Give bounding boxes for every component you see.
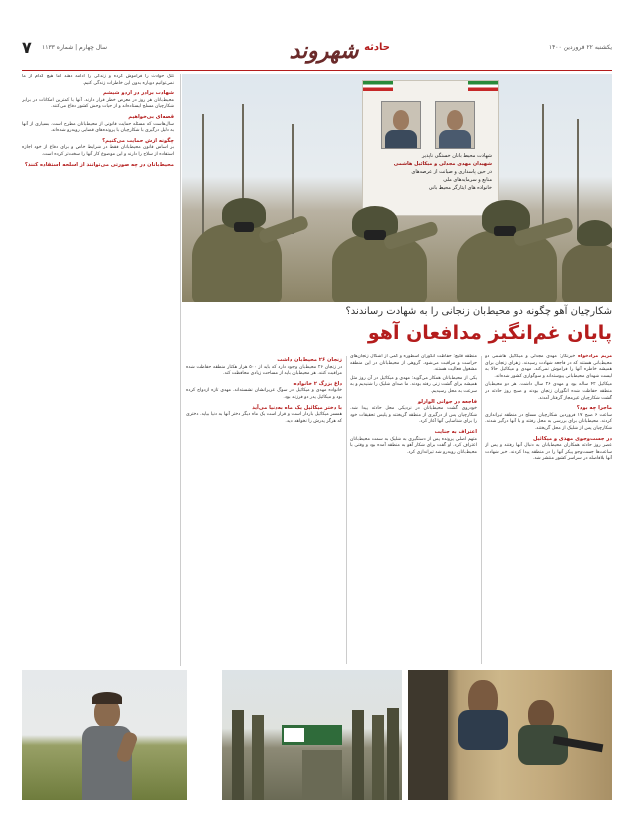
paragraph: تلک حوادث را فراموش کرده و زندگی را ادامه دهند اما هیچ کدام از ما نمی‌توانیم دوباره بدون این خاطرات زندگی کنیم. bbox=[22, 74, 174, 86]
newspaper-logo bbox=[264, 38, 390, 68]
section-name: حادثه bbox=[364, 42, 390, 53]
main-photo bbox=[182, 74, 612, 302]
banner-line: خانواده های ایثارگر محیط بانی bbox=[428, 185, 492, 191]
text-column-3 bbox=[186, 354, 342, 666]
banner-line: منابع و سرمایه‌های ملی bbox=[443, 177, 492, 183]
issue-info: سال چهارم | شماره ۱۱۳۳ bbox=[42, 44, 108, 51]
subhead: با دختر میکائیل یک ماه به‌دنیا می‌آید bbox=[252, 404, 342, 411]
portrait-left bbox=[381, 101, 421, 149]
memorial-banner bbox=[362, 80, 499, 216]
subhead: شهادت برادر در اردو شیشم bbox=[102, 90, 174, 97]
header-rule bbox=[22, 70, 612, 71]
paragraph: در زنجان ۲۶ محیط‌بان وجود دارد که باید از ۵۰۰ هزار هکتار منطقه حفاظت شده مراقبت کنند. هر محیط‌بان باید از مساحت زیادی محافظت کند. bbox=[186, 364, 342, 377]
subhead: محیط‌بانان در چه صورتی می‌توانند از اسلحه استفاده کنند؟ bbox=[24, 161, 174, 168]
photo-investigation bbox=[408, 670, 612, 800]
issue-date: یکشنبه ۲۲ فروردین ۱۴۰۰ bbox=[548, 44, 612, 51]
text-column-4 bbox=[22, 74, 174, 666]
subhead: داغ بزرگ ۲ خانواده bbox=[293, 380, 342, 387]
paragraph: یکی از محیط‌بانان همکار می‌گوید: مهدی و میکائیل در آن روز مثل همیشه برای گشت زنی رفته بودند. ما صدای شلیک را شنیدیم و به سرعت به محل رسیدیم. bbox=[350, 375, 477, 394]
paragraph: ساعت ۶ صبح ۱۷ فروردین شکارچیان مسلح در منطقه تیراندازی کردند. محیط‌بانان برای بررسی به محل رفتند و با آنها درگیر شدند. شکارچیان پس از شلیک از محل گریختند. bbox=[485, 412, 612, 431]
paragraph: متهم اصلی پرونده پس از دستگیری به شلیک به سمت محیط‌بانان اعتراف کرد. او گفت برای شکار آهو به منطقه آمده بود و وقتی با محیط‌بانان روبه‌رو شد تیراندازی کرد. bbox=[350, 436, 477, 455]
article-subtitle: شکارچیان آهو چگونه دو محیط‌بان زنجانی را به شهادت رساندند؟ bbox=[345, 306, 612, 317]
text-column-2 bbox=[350, 354, 477, 666]
paragraph: بر اساس قانون محیط‌بانان فقط در شرایط خاص و برای دفاع از خود اجازه استفاده از سلاح را دارند و این موضوع کار آنها را سخت‌تر کرده است. bbox=[22, 145, 174, 157]
soldier bbox=[562, 244, 612, 302]
subhead: اعتراف به جنایت bbox=[434, 428, 477, 435]
paragraph: خودروی گشت محیط‌بانان در نزدیکی محل حادثه پیدا شد. شکارچیان پس از درگیری از منطقه گریختند و پلیس تحقیقات خود را برای شناسایی آنها آغاز کرد. bbox=[350, 406, 477, 425]
article-headline: پایان غم‌انگیز مدافعان آهو bbox=[367, 322, 612, 344]
subhead: زنجان ۲۶ محیط‌بان داشت bbox=[277, 357, 342, 363]
photo-funeral-procession bbox=[222, 670, 402, 800]
soldier bbox=[332, 234, 427, 302]
banner-line: شهیدان مهدی مجدلی و میکائیل هاشمی bbox=[393, 161, 492, 167]
page-header bbox=[22, 34, 612, 70]
banner-line: شهادت محیط بانان خستگی ناپذیر bbox=[421, 153, 492, 159]
paragraph: خبرنگار: مهدی مجدلی و میکائیل هاشمی دو محیط‌بانی هستند که در فاجعه شهادت رسیدند. زهرای زنجان برای همیشه خاطره آنها را فراموش نمی‌کند. مهدی و میکائیل حالا به لیست شهدای محیط‌بانی پیوسته‌اند و سوگواری کشور شده‌اند. bbox=[485, 354, 612, 379]
subhead: چگونه ازش حمایت می‌کنیم؟ bbox=[102, 137, 174, 144]
subhead: قصه‌ای بی‌خواهیم bbox=[128, 113, 174, 120]
logo-text: شهروند bbox=[289, 38, 359, 64]
subhead: ماجرا چه بود؟ bbox=[576, 405, 612, 412]
paragraph: خانواده مهدی و میکائیل در سوگ عزیزانشان نشسته‌اند. مهدی تازه ازدواج کرده بود و میکائیل پدر دو فرزند بود. bbox=[186, 388, 342, 400]
soldier bbox=[457, 230, 557, 302]
subhead: در جست‌وجوی مهدی و میکائیل bbox=[533, 435, 612, 442]
author-kicker: مریم مرادخواه bbox=[577, 354, 612, 359]
paragraph: محیط‌بانان هر روز در معرض خطر قرار دارند. آنها با کمترین امکانات در برابر شکارچیان مسلح ایستاده‌اند و از حیات وحش کشور دفاع می‌کنند. bbox=[22, 97, 174, 110]
photo-man-field bbox=[22, 670, 187, 800]
column-divider bbox=[481, 356, 482, 664]
portrait-right bbox=[435, 101, 475, 149]
paragraph: میکائیل ۴۲ ساله بود و مهدی ۲۶ سال داشت. هر دو محیط‌بان منطقه حفاظت شده انگوران زنجان بودند و صبح روز حادثه در گشت شکارچیان غیرمجاز گرفتار آمدند. bbox=[485, 382, 612, 401]
page-number: ۷ bbox=[22, 38, 32, 57]
text-column-1 bbox=[485, 354, 612, 666]
column-divider bbox=[180, 74, 181, 666]
paragraph: منطقه قلیچ: حفاظت انگوران اسطوره و کمی از اشکال زنجان‌های حراست و مراقبت می‌شود. گروهی از محیط‌بانان در این منطقه مشغول فعالیت هستند. bbox=[350, 354, 477, 373]
paragraph: همسر میکائیل باردار است و قرار است یک ماه دیگر دختر آنها به دنیا بیاید. دختری که هرگز پدرش را نخواهد دید. bbox=[186, 412, 342, 424]
paragraph: عصر روز حادثه همکاران محیط‌بانان به دنبال آنها رفتند و پس از ساعت‌ها جست‌وجو پیکر آنها را در منطقه پیدا کردند. خبر شهادت آنها بلافاصله در سراسر کشور منتشر شد. bbox=[485, 443, 612, 462]
subhead: فاجعه در جوانی الوارلو bbox=[417, 398, 477, 405]
banner-line: در حین پاسداری و صیانت از عرصه‌های bbox=[411, 169, 492, 175]
column-divider bbox=[346, 356, 347, 664]
paragraph: سال‌هاست که مسئله حمایت قانونی از محیط‌بانان مطرح است. بسیاری از آنها به دلیل درگیری با شکارچیان با پرونده‌های قضایی روبه‌رو شده‌اند. bbox=[22, 121, 174, 134]
